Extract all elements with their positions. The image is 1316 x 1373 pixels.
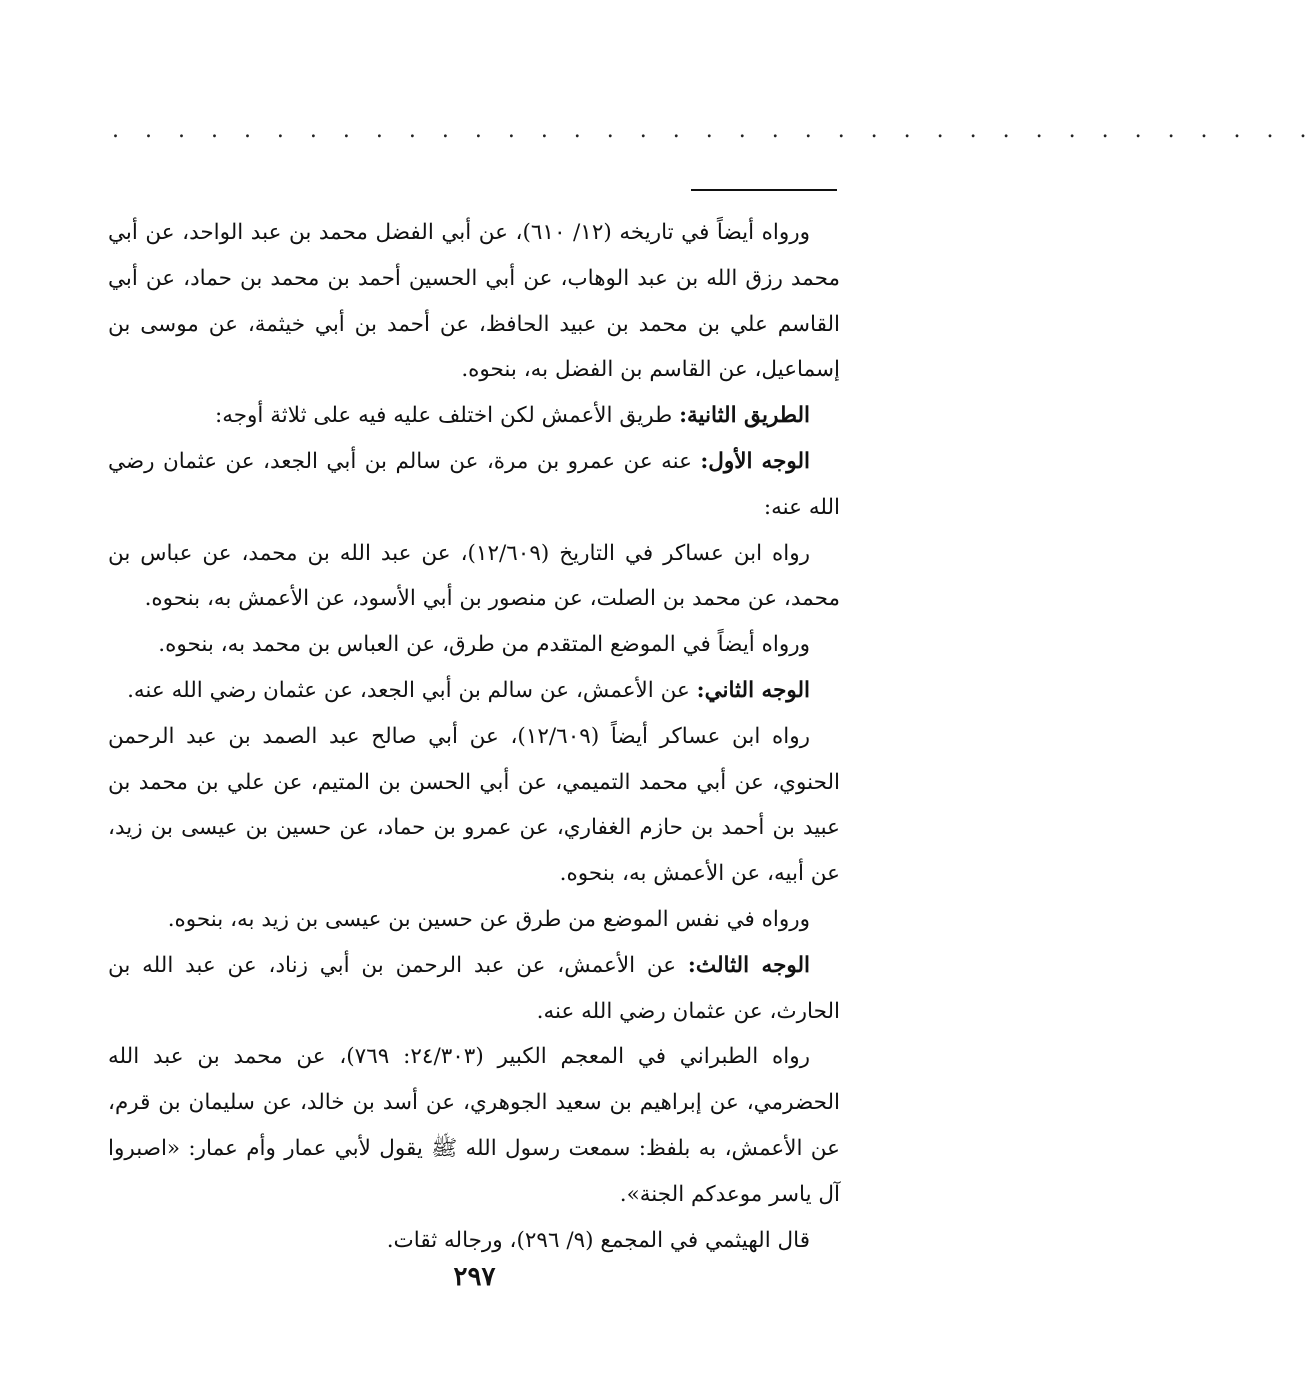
paragraph-9 <box>108 943 840 1035</box>
paragraph-3 <box>108 439 840 531</box>
paragraph-text: رواه ابن عساكر في التاريخ (١٢/٦٠٩)، عن عبد الله بن محمد، عن عباس بن محمد، عن محمد بن الصلت، عن منصور بن أبي الأسود، عن الأعمش به، بنحوه. <box>108 540 840 612</box>
paragraph-4 <box>108 531 840 623</box>
paragraph-5 <box>108 622 840 668</box>
section-heading: الوجه الثاني: <box>696 677 810 703</box>
paragraph-text: رواه ابن عساكر أيضاً (١٢/٦٠٩)، عن أبي صالح عبد الصمد بن عبد الرحمن الحنوي، عن أبي محمد التميمي، عن أبي الحسن بن المتيم، عن علي بن محمد بن عبيد بن أحمد بن حازم الغفاري، عن عمرو بن حماد، عن حسين بن عيسى بن زيد، عن أبيه، عن الأعمش به، بنحوه. <box>108 723 840 887</box>
paragraph-1 <box>108 210 840 393</box>
page-number: ٢٩٧ <box>453 1262 496 1292</box>
paragraph-6 <box>108 668 840 714</box>
paragraph-text: عن الأعمش، عن سالم بن أبي الجعد، عن عثمان رضي الله عنه. <box>127 677 690 703</box>
paragraph-text: قال الهيثمي في المجمع (٩/ ٢٩٦)، ورجاله ثقات. <box>386 1227 810 1253</box>
paragraph-10 <box>108 1034 840 1217</box>
section-heading: الوجه الأول: <box>700 448 810 474</box>
section-heading: الوجه الثالث: <box>687 952 810 978</box>
paragraph-text: ورواه أيضاً في تاريخه (١٢/ ٦١٠)، عن أبي الفضل محمد بن عبد الواحد، عن أبي محمد رزق الله بن عبد الوهاب، عن أبي الحسين أحمد بن محمد بن حماد، عن أبي القاسم علي بن محمد بن عبيد الحافظ، عن أحمد بن أبي خيثمة، عن موسى بن إسماعيل، عن القاسم بن الفضل به، بنحوه. <box>108 220 840 383</box>
paragraph-text: رواه الطبراني في المعجم الكبير (٢٤/٣٠٣: ٧٦٩)، عن محمد بن عبد الله الحضرمي، عن إبراهيم بن سعيد الجوهري، عن أسد بن خالد، عن سليمان بن قرم، عن الأعمش، به بلفظ: سمعت رسول الله ﷺ يقول لأبي عمار وأم عمار: «اصبروا آل ياسر موعدكم الجنة». <box>108 1044 840 1207</box>
paragraph-text: ورواه في نفس الموضع من طرق عن حسين بن عيسى بن زيد به، بنحوه. <box>167 906 810 932</box>
paragraph-text: ورواه أيضاً في الموضع المتقدم من طرق، عن العباس بن محمد به، بنحوه. <box>158 632 810 658</box>
paragraph-7 <box>108 714 840 897</box>
paragraph-text: طريق الأعمش لكن اختلف عليه فيه على ثلاثة أوجه: <box>214 403 673 429</box>
footnote-text <box>108 210 840 1263</box>
paragraph-2 <box>108 393 840 439</box>
paragraph-8 <box>108 897 840 943</box>
section-heading: الطريق الثانية: <box>679 403 810 429</box>
paragraph-text: عن الأعمش، عن عبد الرحمن بن أبي زناد، عن عبد الله بن الحارث، عن عثمان رضي الله عنه. <box>108 952 840 1024</box>
paragraph-text: عنه عن عمرو بن مرة، عن سالم بن أبي الجعد، عن عثمان رضي الله عنه: <box>108 448 840 520</box>
dotted-separator: . . . . . . . . . . . . . . . . . . . . . . . . . . . . . . . . . . . . . <box>112 118 1316 143</box>
footnote-rule <box>691 189 837 191</box>
paragraph-11 <box>108 1218 840 1264</box>
